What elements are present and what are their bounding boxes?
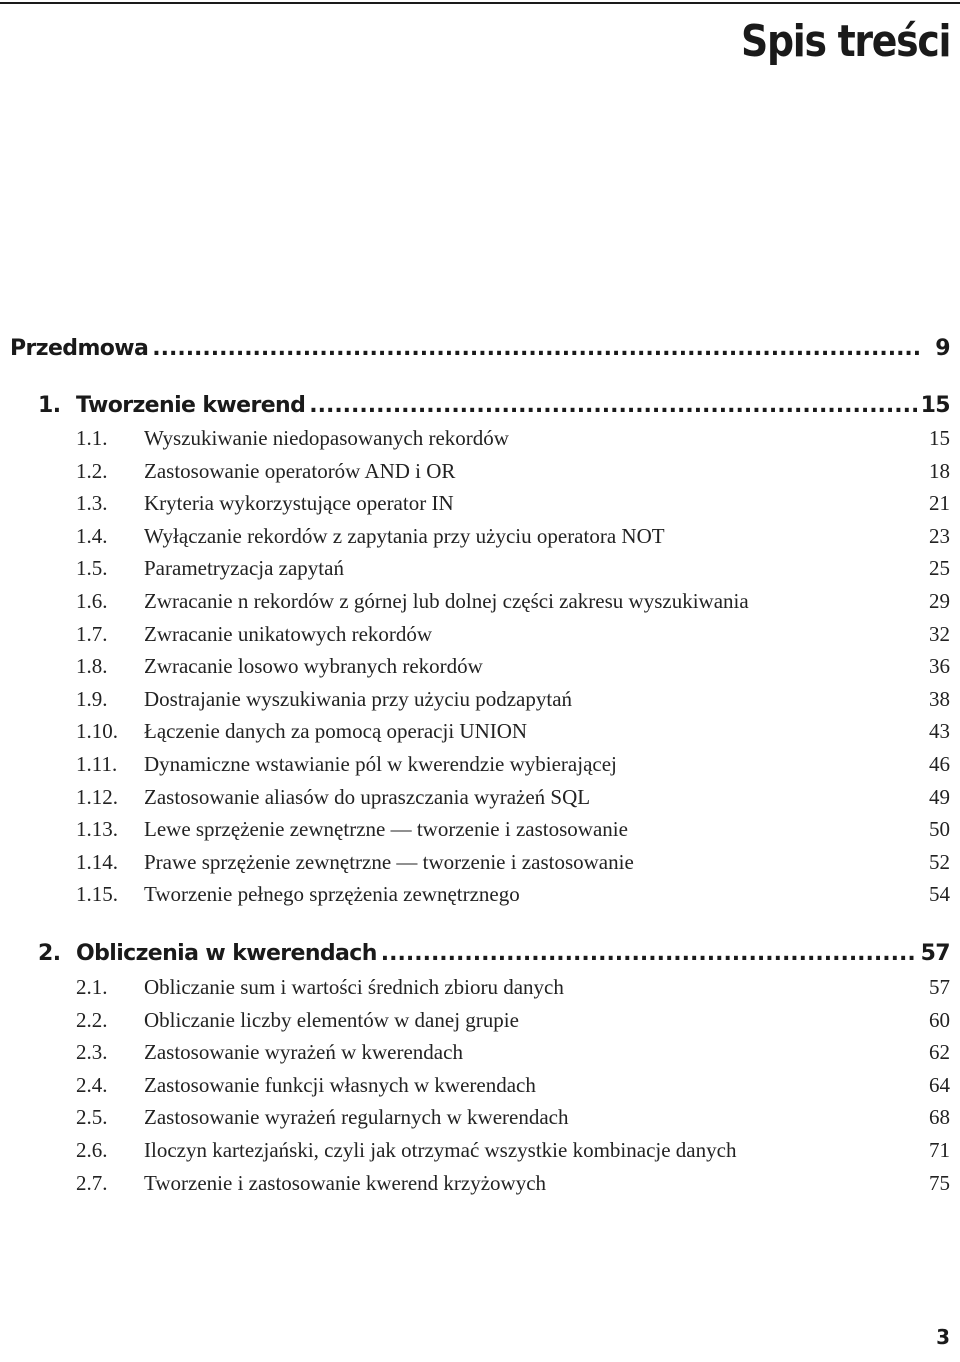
toc-section-title: Zastosowanie wyrażeń w kwerendach — [144, 1040, 463, 1065]
toc-chapter-title: Obliczenia w kwerendach — [76, 941, 377, 966]
toc-section-number: 1.5. — [76, 556, 108, 581]
toc-section-number: 1.10. — [76, 719, 118, 744]
toc-section-entry[interactable] — [76, 650, 950, 682]
toc-section-page: 29 — [929, 589, 950, 613]
toc-section-entry[interactable] — [76, 748, 950, 780]
toc-chapter-title: Tworzenie kwerend — [76, 393, 306, 418]
toc-section-page: 54 — [929, 882, 950, 907]
toc-section-number: 1.2. — [76, 458, 108, 483]
dot-leader — [381, 938, 917, 970]
toc-section-page: 62 — [929, 1040, 950, 1065]
toc-section-title: Zastosowanie wyrażeń regularnych w kwerendach — [144, 1105, 569, 1130]
toc-section-page: 36 — [929, 654, 950, 679]
toc-section-entry[interactable] — [76, 1134, 950, 1166]
toc-section-page: 57 — [929, 975, 950, 999]
toc-section-entry[interactable] — [76, 585, 950, 617]
toc-section-number: 1.11. — [76, 752, 118, 776]
toc-section-entry[interactable] — [76, 846, 950, 878]
toc-section-title: Zastosowanie aliasów do upraszczania wyrażeń SQL — [144, 784, 591, 809]
toc-section-title: Obliczanie sum i wartości średnich zbioru danych — [144, 975, 564, 999]
toc-section-title: Zwracanie losowo wybranych rekordów — [144, 654, 483, 679]
toc-section-entry[interactable] — [76, 618, 950, 650]
dot-leader — [152, 333, 920, 365]
toc-entry-preface[interactable] — [10, 333, 950, 365]
toc-section-page: 18 — [929, 458, 950, 483]
toc-section-number: 1.12. — [76, 784, 118, 809]
toc-section-number: 2.4. — [76, 1072, 108, 1097]
toc-section-page: 15 — [929, 426, 950, 450]
toc-section-entry[interactable] — [76, 813, 950, 845]
toc-section-number: 1.4. — [76, 523, 108, 548]
toc-section-page: 23 — [929, 523, 950, 548]
toc-section-number: 1.3. — [76, 491, 108, 516]
toc-section-entry[interactable] — [76, 1101, 950, 1133]
toc-section-entry[interactable] — [76, 1167, 950, 1199]
toc-section-number: 2.3. — [76, 1040, 108, 1065]
toc-section-entry[interactable] — [76, 971, 950, 1003]
toc-section-page: 75 — [929, 1170, 950, 1195]
toc-section-title: Zwracanie n rekordów z górnej lub dolnej części zakresu wyszukiwania — [144, 589, 749, 613]
toc-section-number: 2.2. — [76, 1007, 108, 1032]
toc-section-entry[interactable] — [76, 455, 950, 487]
toc-section-title: Zastosowanie funkcji własnych w kwerendach — [144, 1072, 536, 1097]
toc-section-title: Zastosowanie operatorów AND i OR — [144, 458, 456, 483]
toc-section-number: 2.6. — [76, 1138, 108, 1162]
toc-section-title: Dynamiczne wstawianie pól w kwerendzie wybierającej — [144, 752, 617, 776]
toc-section-number: 1.6. — [76, 589, 108, 613]
toc-section-title: Prawe sprzężenie zewnętrzne — tworzenie i zastosowanie — [144, 849, 634, 874]
toc-section-page: 32 — [929, 621, 950, 646]
toc-chapter-2[interactable] — [38, 938, 950, 970]
toc-section-page: 49 — [929, 784, 950, 809]
top-rule — [0, 2, 960, 4]
toc-section-number: 1.7. — [76, 621, 108, 646]
toc-section-entry[interactable] — [76, 422, 950, 454]
toc-section-entry[interactable] — [76, 552, 950, 584]
dot-leader — [309, 390, 916, 422]
toc-section-entry[interactable] — [76, 878, 950, 910]
page-title: Spis treści — [740, 16, 950, 67]
toc-section-number: 2.1. — [76, 975, 108, 999]
toc-section-page: 46 — [929, 752, 950, 776]
toc-section-entry[interactable] — [76, 781, 950, 813]
toc-section-entry[interactable] — [76, 487, 950, 519]
toc-section-number: 2.7. — [76, 1170, 108, 1195]
toc-section-number: 2.5. — [76, 1105, 108, 1130]
toc-section-page: 64 — [929, 1072, 950, 1097]
toc-section-page: 38 — [929, 686, 950, 711]
toc-section-title: Parametryzacja zapytań — [144, 556, 344, 581]
toc-section-entry[interactable] — [76, 520, 950, 552]
toc-section-title: Iloczyn kartezjański, czyli jak otrzymać wszystkie kombinacje danych — [144, 1138, 737, 1162]
toc-section-page: 50 — [929, 817, 950, 842]
toc-section-page: 71 — [929, 1138, 950, 1162]
toc-section-title: Zwracanie unikatowych rekordów — [144, 621, 433, 646]
toc-section-page: 52 — [929, 849, 950, 874]
toc-section-title: Wyłączanie rekordów z zapytania przy użyciu operatora NOT — [144, 523, 665, 548]
toc-section-number: 1.13. — [76, 817, 118, 842]
toc-section-entry[interactable] — [76, 715, 950, 747]
toc-section-title: Dostrajanie wyszukiwania przy użyciu podzapytań — [144, 686, 573, 711]
toc-chapter-number: 1. — [38, 393, 61, 418]
toc-section-title: Tworzenie pełnego sprzężenia zewnętrznego — [144, 882, 520, 907]
toc-section-page: 43 — [929, 719, 950, 744]
toc-section-title: Łączenie danych za pomocą operacji UNION — [144, 719, 528, 744]
toc-section-title: Lewe sprzężenie zewnętrzne — tworzenie i zastosowanie — [144, 817, 628, 842]
toc-chapter-1[interactable] — [38, 390, 950, 422]
toc-section-number: 1.14. — [76, 849, 118, 874]
toc-chapter-page: 15 — [920, 393, 950, 418]
toc-section-entry[interactable] — [76, 1004, 950, 1036]
toc-section-page: 68 — [929, 1105, 950, 1130]
toc-chapter-number: 2. — [38, 941, 61, 966]
toc-section-title: Kryteria wykorzystujące operator IN — [144, 491, 454, 516]
toc-entry-page: 9 — [935, 336, 950, 361]
toc-section-number: 1.9. — [76, 686, 108, 711]
toc-chapter-page: 57 — [920, 941, 950, 966]
toc-section-number: 1.15. — [76, 882, 118, 907]
toc-section-entry[interactable] — [76, 683, 950, 715]
toc-section-number: 1.1. — [76, 426, 108, 450]
toc-section-page: 21 — [929, 491, 950, 516]
toc-section-title: Tworzenie i zastosowanie kwerend krzyżowych — [144, 1170, 547, 1195]
toc-entry-title: Przedmowa — [10, 336, 149, 361]
toc-section-title: Obliczanie liczby elementów w danej grupie — [144, 1007, 519, 1032]
toc-section-page: 60 — [929, 1007, 950, 1032]
toc-section-page: 25 — [929, 556, 950, 581]
page-number: 3 — [936, 1325, 950, 1349]
toc-section-title: Wyszukiwanie niedopasowanych rekordów — [144, 426, 509, 450]
toc-section-entry[interactable] — [76, 1036, 950, 1068]
toc-section-entry[interactable] — [76, 1069, 950, 1101]
toc-section-number: 1.8. — [76, 654, 108, 679]
